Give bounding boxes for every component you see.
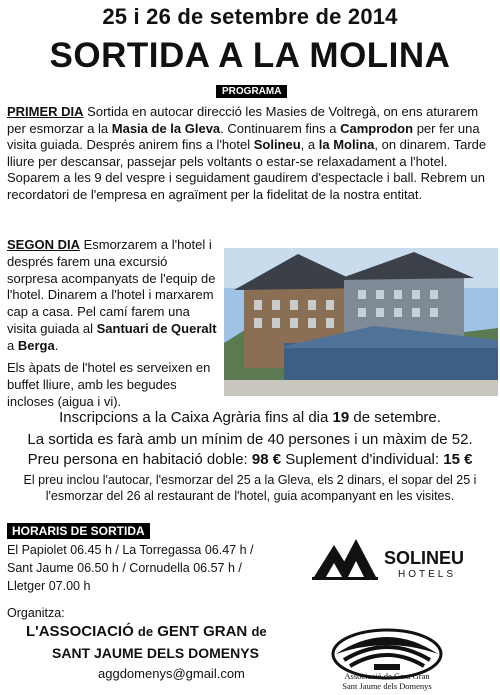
event-date: 25 i 26 de setembre de 2014 (102, 4, 398, 29)
day1-paragraph: PRIMER DIA Sortida en autocar direcció les Masies de Voltregà, on ens aturarem per esmorzar a la Masia de la Gleva. Continuarem fins a Camprodon per fer una visita guiada. Després anirem fins a l'hotel Solineu, a la Molina, on dinarem. Tarde lliure per descansar, passejar pels voltants o estar-se relaxadament a l'hotel. Soparem a les 9 del vespre i seguidament gaudirem d'espectacle i ball. Rebrem un recordatori de l'empresa en agraïment per la fidelitat de la nostra entitat. (7, 104, 487, 202)
schedule-times: El Papiolet 06.45 h / La Torregassa 06.47 h / Sant Jaume 06.50 h / Cornudella 06.57 h / Lletger 07.00 h (7, 543, 254, 593)
price-info: Preu persona en habitació doble: 98 € Suplement d'individual: 15 € (27, 451, 473, 468)
organizer-label: Organitza: (7, 606, 65, 620)
organizer-town: SANT JAUME DELS DOMENYS (52, 645, 259, 661)
day1-lead: PRIMER DIA (7, 104, 84, 119)
schedule-badge: HORARIS DE SORTIDA (7, 523, 150, 539)
organizer-name: L'ASSOCIACIÓ de GENT GRAN de (26, 623, 267, 640)
svg-text:HOTELS: HOTELS (398, 569, 457, 580)
program-badge: PROGRAMA (216, 85, 287, 98)
day2-lead: SEGON DIA (7, 237, 80, 252)
event-title: SORTIDA A LA MOLINA (49, 36, 451, 75)
day2-paragraph: SEGON DIA Esmorzarem a l'hotel i després farem una excursió sorpresa acompanyats de l'equip de l'hotel. Dinarem a l'hotel i marxarem cap a casa. Pel camí farem una visita guiada al Santuari de Queralt a Berga. (7, 237, 217, 353)
meals-note: Els àpats de l'hotel es serveixen en buffet lliure, amb les begudes incloses (aigua i vi). (7, 360, 211, 409)
svg-text:SOLINEU: SOLINEU (384, 548, 465, 568)
capacity-info: La sortida es farà amb un mínim de 40 persones i un màxim de 52. (27, 431, 473, 448)
price-includes: El preu inclou l'autocar, l'esmorzar del 25 a la Gleva, els 2 dinars, el sopar del 25 i l'esmorzar del 26 al restaurant de l'hotel, guia acompanyant en les visites. (23, 473, 477, 503)
hotel-photo (224, 248, 498, 396)
solineu-hotels-logo (312, 537, 480, 581)
registration-info: Inscripcions a la Caixa Agrària fins al dia 19 de setembre. (59, 409, 441, 426)
organizer-email[interactable]: aggdomenys@gmail.com (98, 666, 245, 681)
seal-caption: Associació de Gent Gran Sant Jaume dels Domenys (342, 671, 432, 691)
